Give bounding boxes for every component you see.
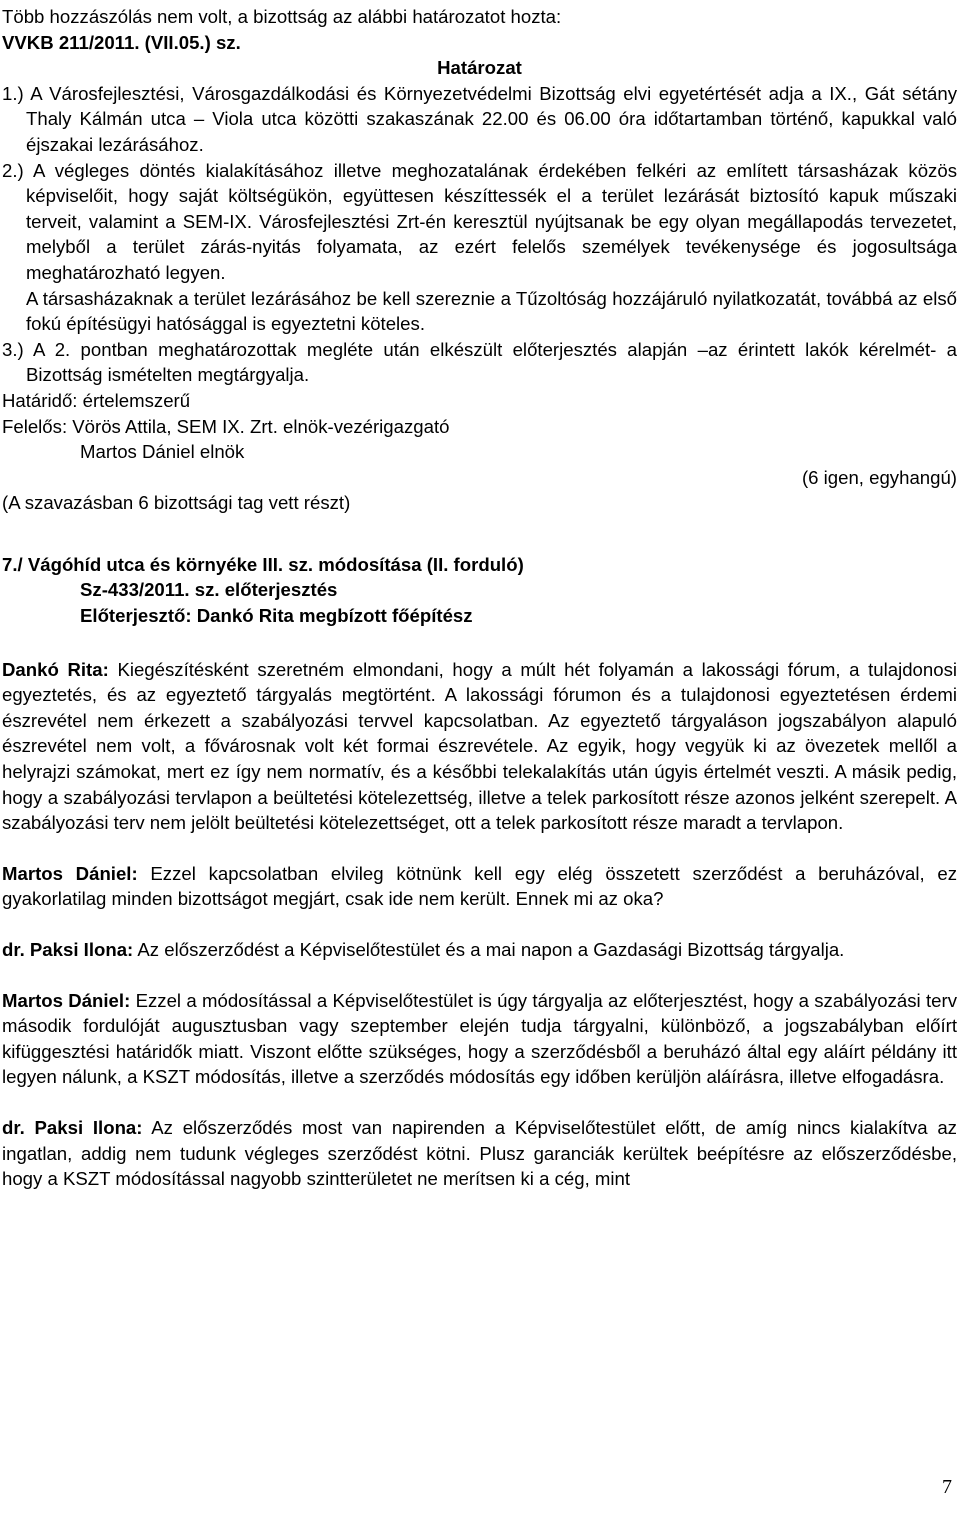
document-page xyxy=(2,4,957,1192)
agenda-item-title: 7./ Vágóhíd utca és környéke III. sz. módosítása (II. forduló) xyxy=(2,553,524,575)
resolution-point-3: 3.) A 2. pontban meghatározottak megléte után elkészült előterjesztés alapján –az érintett lakók kérelmét- a Bizottság ismételten megtárgyalja. xyxy=(2,338,957,386)
intro-line: Több hozzászólás nem volt, a bizottság az alábbi határozatot hozta: xyxy=(2,6,562,27)
speech-paragraph xyxy=(2,1115,957,1192)
vote-participants: (A szavazásban 6 bizottsági tag vett részt) xyxy=(2,492,351,514)
agenda-item-7-header xyxy=(2,552,957,629)
resolution-number: VVKB 211/2011. (VII.05.) sz. xyxy=(2,31,241,53)
resolution-point-1: 1.) A Városfejlesztési, Városgazdálkodási és Környezetvédelmi Bizottság elvi egyetértését adja a IX., Gát sétány Thaly Kálmán utca – Viola utca közötti szakaszának 22.00 és 06.00 óra időtartamban történő, kapukkal való éjszakai lezárásához. xyxy=(2,82,957,155)
speaker-name: Martos Dániel: xyxy=(2,989,131,1011)
resolution-point-2-continued: A társasházaknak a terület lezárásához be kell szereznie a Tűzoltóság hozzájáruló nyilatkozatát, továbbá az első fokú építésügyi hatósággal is egyeztetni köteles. xyxy=(26,287,957,335)
deadline-line: Határidő: értelemszerű xyxy=(2,389,191,411)
agenda-item-presenter: Előterjesztő: Dankó Rita megbízott főépítész xyxy=(80,605,473,627)
speaker-name: Dankó Rita: xyxy=(2,658,109,680)
page-number: 7 xyxy=(942,1476,952,1498)
speech-paragraph xyxy=(2,657,957,836)
resolution-point-2: 2.) A végleges döntés kialakításához illetve meghozatalának érdekében felkéri az említett társasházak közös képviselőit, hogy saját költségükön, együttesen készíttessék el a terület lezárását biztosító kapuk műszaki terveit, valamint a SEM-IX. Városfejlesztési Zrt-én keresztül nyújtsanak be egy olyan megállapodás tervezetet, melyből a terület zárás-nyitás folyamata, az ezért felelős személyek tevékenysége és jogosultsága meghatározható legyen. xyxy=(2,159,957,283)
speech-text: Ezzel kapcsolatban elvileg kötnünk kell egy elég összetett szerződést a beruházóval, ez gyakorlatilag minden bizottságot megjárt, csak ide nem került. Ennek mi az oka? xyxy=(2,862,957,910)
speech-paragraph xyxy=(2,861,957,912)
speech-text: Ezzel a módosítással a Képviselőtestület is úgy tárgyalja az előterjesztést, hogy a szabályozási terv második fordulóját augusztusban vagy szeptember elején tudja tárgyalni, különböző, a jogszabályban előírt kifüggesztési határidők miatt. Viszont előtte szükséges, hogy a szerződésből a beruházó által egy aláírt példány itt legyen nálunk, a KSZT módosítás, illetve a szerződés módosítás egy időben kerüljön aláírásra, illetve elfogadásra. xyxy=(2,989,957,1088)
speech-paragraph xyxy=(2,937,957,963)
speech-paragraph xyxy=(2,988,957,1090)
speaker-name: Martos Dániel: xyxy=(2,862,138,884)
speech-text: Az előszerződést a Képviselőtestület és a mai napon a Gazdasági Bizottság tárgyalja. xyxy=(137,939,845,960)
resolution-title: Határozat xyxy=(437,57,522,79)
speech-text: Kiegészítésként szeretném elmondani, hogy a múlt hét folyamán a lakossági fórum, a tulajdonosi egyeztetés, és az egyeztető tárgyalás megtörtént. A lakossági fórumon és a tulajdonosi egyeztetésen érdemi észrevétel nem érkezett a szabályozási tervvel kapcsolatban. Az egyeztető tárgyaláson jogszabályon alapuló észrevétel nem volt, a fővárosnak volt két formai észrevétele. Az egyik, hogy vegyük ki az övezetek mellől a helyrajzi számokat, mert ez így nem normatív, és a későbbi telekalakítás után úgyis értelmét veszti. A másik pedig, hogy a szabályozási tervlapon a beültetési kötelezettség, illetve a telek parkosított része azonos jelként szerepelt. A szabályozási terv nem jelölt beültetési kötelezettséget, ott a telek parkosított része maradt a tervlapon. xyxy=(2,658,957,834)
speech-text: Az előszerződés most van napirenden a Képviselőtestület előtt, de amíg nincs kialakítva az ingatlan, addig nem tudunk végleges szerződést kötni. Plusz garanciák kerültek beépítésre az előszerződésbe, hogy a KSZT módosítással nagyobb szintterületet ne merítsen ki a cég, mint xyxy=(2,1116,957,1190)
speaker-name: dr. Paksi Ilona: xyxy=(2,1116,143,1138)
chair-signature: Martos Dániel elnök xyxy=(80,441,245,463)
responsible-line: Felelős: Vörös Attila, SEM IX. Zrt. elnök-vezérigazgató xyxy=(2,415,450,437)
speaker-name: dr. Paksi Ilona: xyxy=(2,939,134,960)
vote-result: (6 igen, egyhangú) xyxy=(801,466,957,488)
agenda-item-reference: Sz-433/2011. sz. előterjesztés xyxy=(80,579,338,601)
